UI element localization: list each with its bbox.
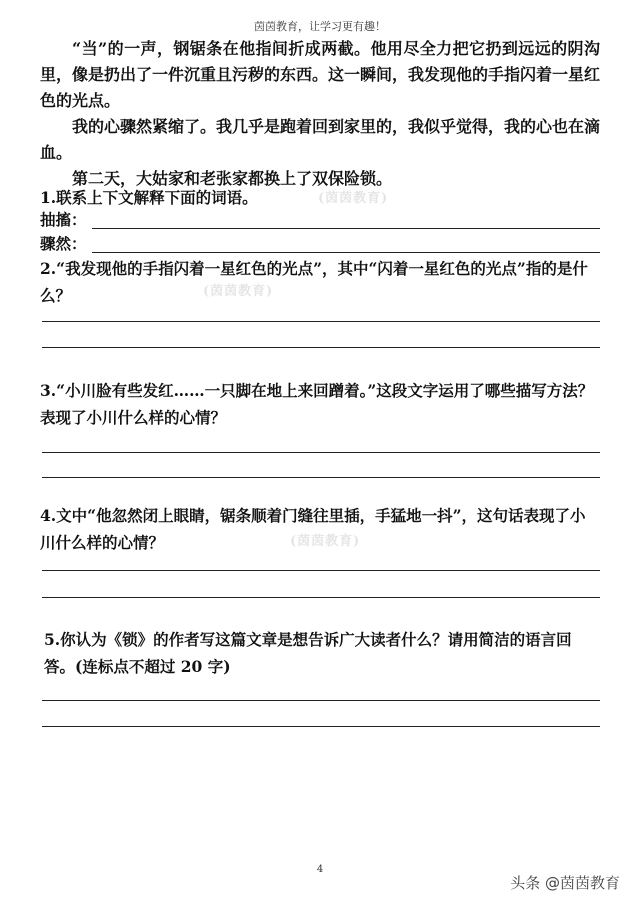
answer-line-q2-1[interactable]	[42, 321, 600, 322]
watermark-1: (茵茵教育)	[318, 191, 389, 206]
watermark-2: (茵茵教育)	[203, 284, 274, 299]
answer-line-term-1[interactable]	[92, 228, 600, 229]
watermark-3: (茵茵教育)	[290, 534, 361, 549]
answer-line-q4-2[interactable]	[42, 597, 600, 598]
passage-paragraph-3: 第二天，大姑家和老张家都换上了双保险锁。	[72, 169, 393, 188]
passage-paragraph-2: 我的心骤然紧缩了。我几乎是跑着回到家里的，我似乎觉得，我的心也在滴血。	[40, 117, 601, 162]
question-2-prompt: 2.“我发现他的手指闪着一星红色的光点”，其中“闪着一星红色的光点”指的是什么？	[40, 259, 588, 305]
question-5-prompt: 5.你认为《锁》的作者写这篇文章是想告诉广大读者什么？请用简洁的语言回答。(连标点不超过 20 字)	[44, 630, 572, 676]
page-header: 茵茵教育，让学习更有趣！	[254, 20, 386, 33]
answer-line-q3-2[interactable]	[42, 477, 600, 478]
answer-line-q3-1[interactable]	[42, 452, 600, 453]
question-3-prompt: 3.“小川脸有些发红……一只脚在地上来回蹭着。”这段文字运用了哪些描写方法？表现了小川什么样的心情？	[40, 381, 594, 427]
passage-paragraph-1: “当”的一声，钢锯条在他指间折成两截。他用尽全力把它扔到远远的阴沟里，像是扔出了一件沉重且污秽的东西。这一瞬间，我发现他的手指闪着一星红色的光点。	[40, 39, 601, 110]
term-label-2: 骤然：	[40, 234, 87, 253]
question-4-prompt: 4.文中“他忽然闭上眼睛，锯条顺着门缝往里插，手猛地一抖”，这句话表现了小川什么样的心情？	[40, 506, 586, 552]
answer-line-q4-1[interactable]	[42, 570, 600, 571]
answer-line-q5-2[interactable]	[42, 726, 600, 727]
brand-watermark: 头条 @茵茵教育	[510, 874, 620, 892]
answer-line-term-2[interactable]	[92, 252, 600, 253]
term-label-1: 抽搐：	[40, 210, 87, 229]
answer-line-q2-2[interactable]	[42, 347, 600, 348]
question-1-prompt: 1.联系上下文解释下面的词语。	[40, 188, 258, 207]
page-number: 4	[316, 864, 324, 875]
answer-line-q5-1[interactable]	[42, 700, 600, 701]
